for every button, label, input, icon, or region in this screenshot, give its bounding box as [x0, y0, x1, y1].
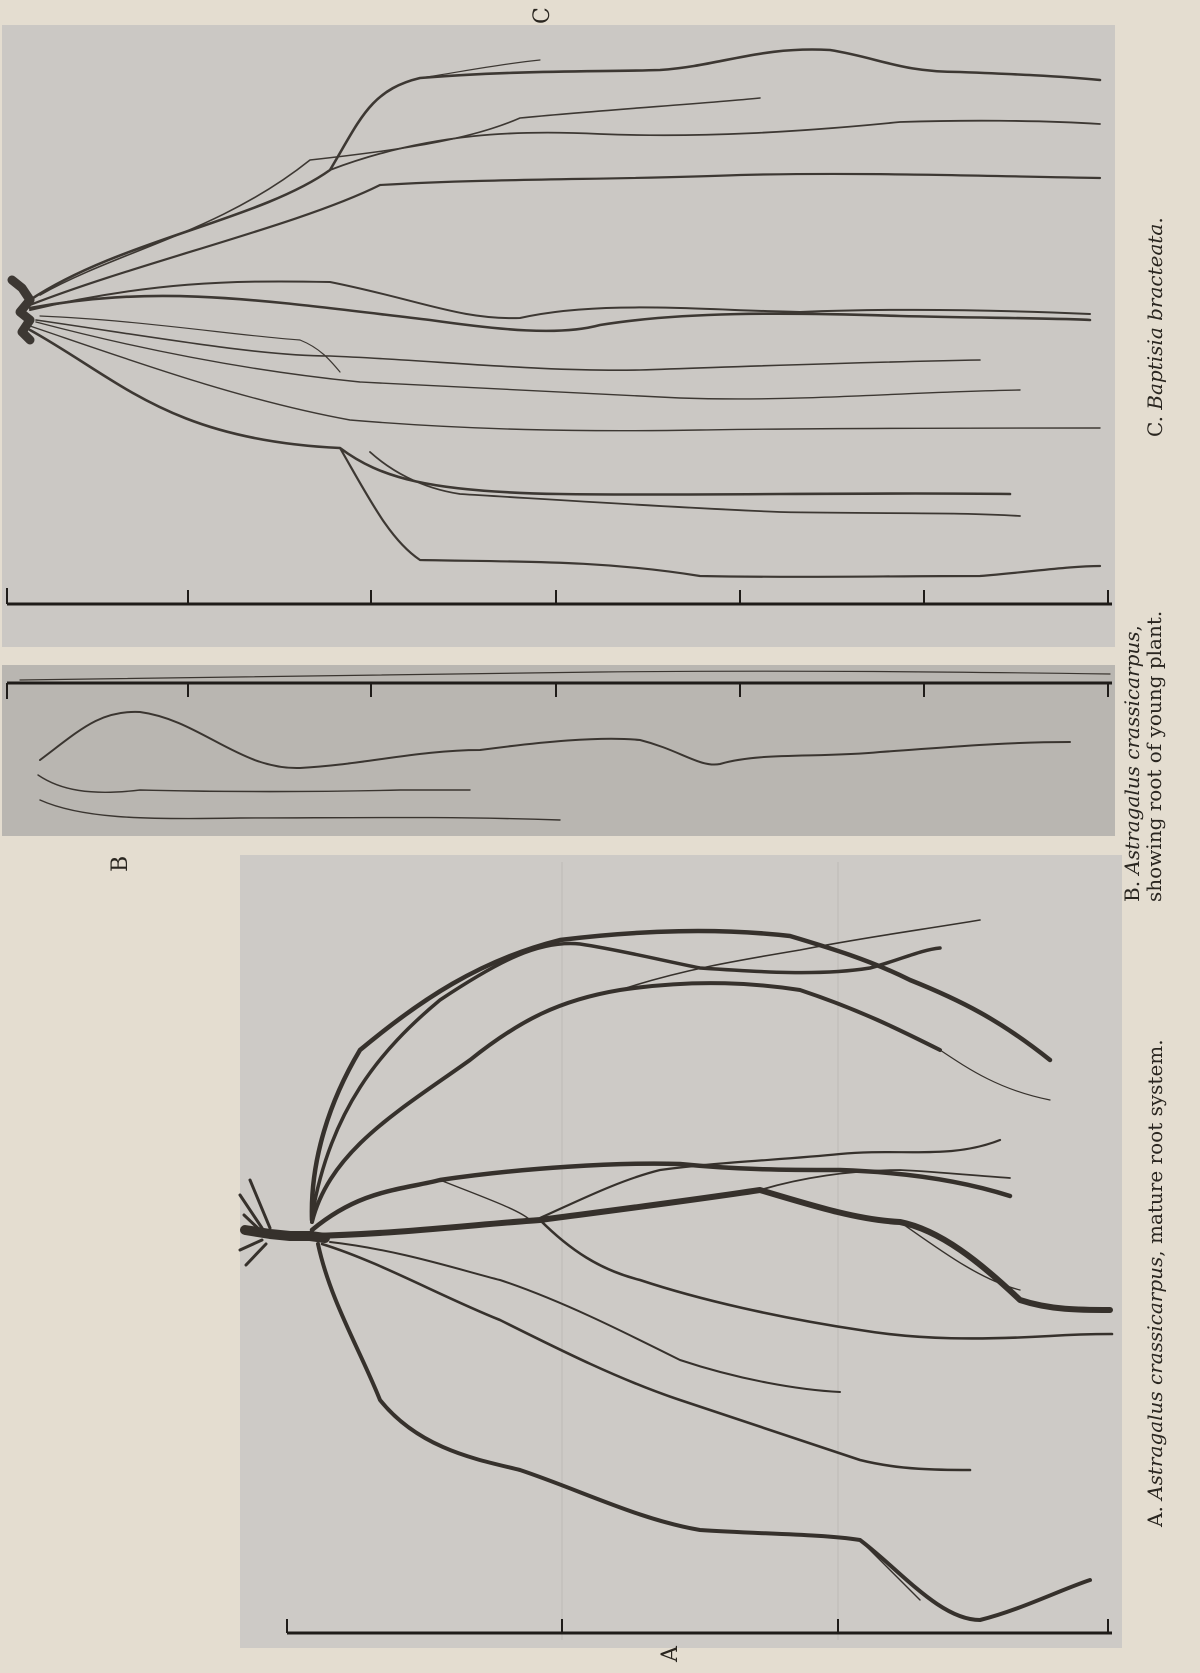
photo-panel-b — [2, 665, 1115, 836]
caption-b-line-2: showing root of young plant. — [1142, 610, 1166, 902]
caption-b-species: Astragalus crassicarpus — [1120, 631, 1144, 875]
caption-c-prefix: C. — [1143, 409, 1167, 437]
caption-a-suffix: , mature root system. — [1143, 1039, 1167, 1257]
caption-a-prefix: A. — [1143, 1499, 1167, 1527]
photo-c-background — [2, 25, 1115, 647]
photo-panel-c — [2, 25, 1115, 647]
caption-a-species: Astragalus crassicarpus — [1143, 1256, 1167, 1500]
caption-b — [1121, 611, 1165, 902]
photo-panel-a — [240, 855, 1122, 1648]
panel-letter-a: A — [658, 1646, 683, 1662]
caption-a — [1144, 1039, 1166, 1527]
caption-b-prefix: B. — [1120, 874, 1144, 902]
caption-c-species: Baptisia bracteata — [1143, 223, 1167, 410]
panel-letter-b: B — [108, 855, 133, 872]
photo-a-background — [240, 855, 1122, 1648]
caption-b-suffix: , — [1120, 625, 1144, 632]
panel-letter-c: C — [530, 7, 555, 24]
caption-c — [1144, 217, 1166, 437]
photo-b-background — [2, 665, 1115, 836]
caption-b-line-1 — [1121, 611, 1143, 902]
caption-c-suffix: . — [1143, 217, 1167, 224]
